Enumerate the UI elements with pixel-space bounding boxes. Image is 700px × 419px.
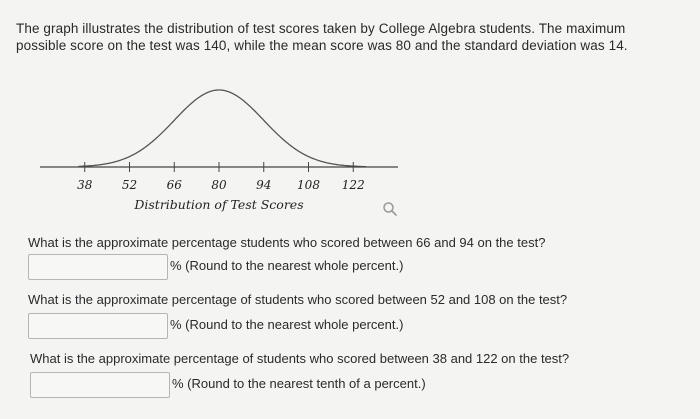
question-2-answer-input[interactable] (28, 313, 168, 339)
question-3-hint: % (Round to the nearest tenth of a percent.) (172, 376, 426, 391)
x-axis-title: Distribution of Test Scores (134, 197, 304, 212)
question-3-answer-row (30, 372, 450, 400)
question-2-hint: % (Round to the nearest whole percent.) (170, 317, 404, 332)
question-3-answer-input[interactable] (30, 372, 170, 398)
x-tick-label-94: 94 (256, 178, 272, 192)
problem-intro: The graph illustrates the distribution of test scores taken by College Algebra students. The maximum possible score on the test was 140, while the mean score was 80 and the standard deviation was 14. (16, 21, 628, 53)
question-1-answer-row (28, 254, 428, 282)
x-tick-label-52: 52 (121, 178, 138, 192)
x-tick-label-80: 80 (211, 178, 227, 192)
question-2-text: What is the approximate percentage of students who scored between 52 and 108 on the test? (28, 292, 568, 307)
x-tick-label-66: 66 (166, 178, 182, 192)
normal-distribution-chart (40, 82, 410, 222)
x-tick-label-38: 38 (77, 178, 93, 192)
question-1-hint: % (Round to the nearest whole percent.) (170, 258, 404, 273)
x-tick-label-108: 108 (297, 178, 320, 192)
magnifier-icon[interactable] (382, 201, 398, 217)
question-1-text: What is the approximate percentage students who scored between 66 and 94 on the test? (28, 235, 546, 250)
chart-svg (40, 82, 410, 222)
question-2-answer-row (28, 313, 428, 341)
question-3-text: What is the approximate percentage of students who scored between 38 and 122 on the test? (30, 351, 570, 366)
question-1-answer-input[interactable] (28, 254, 168, 280)
x-tick-label-122: 122 (341, 178, 365, 192)
normal-curve-line (78, 90, 366, 167)
